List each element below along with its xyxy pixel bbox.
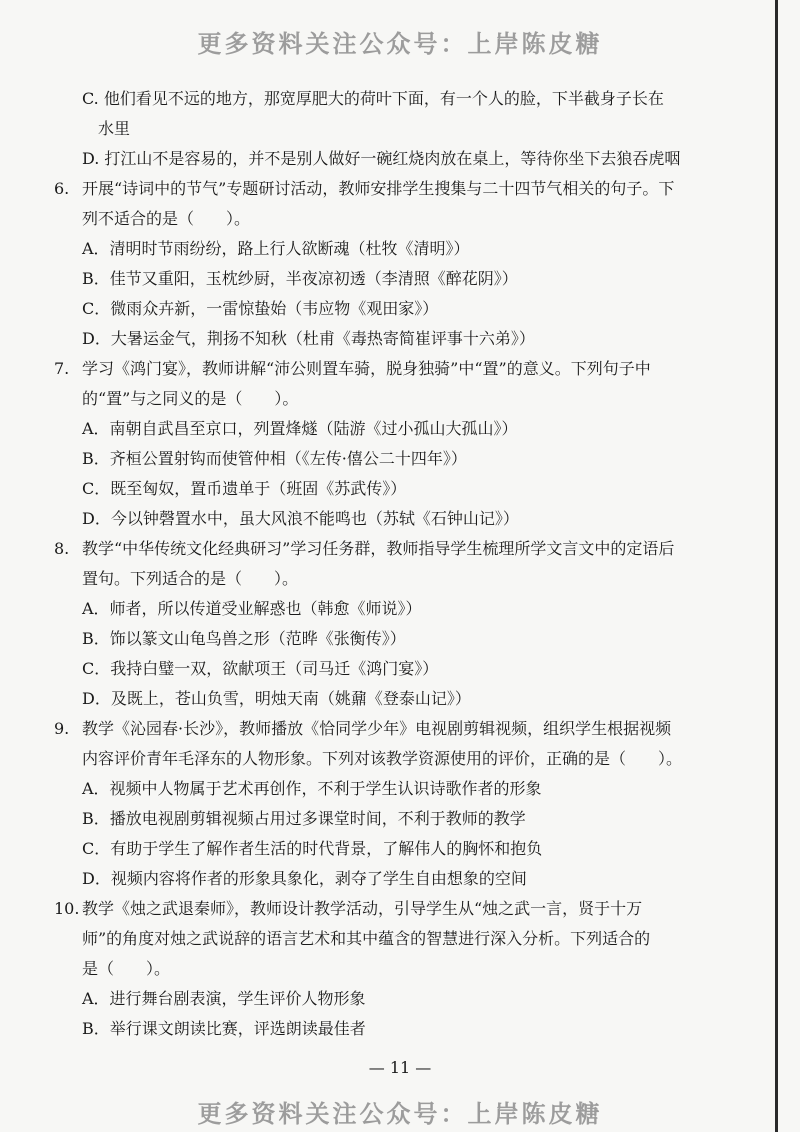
page-number: — 11 — — [368, 1058, 432, 1077]
option-a: A．师者，所以传道受业解惑也（韩愈《师说》） — [82, 599, 422, 618]
question-7 — [54, 354, 734, 414]
option-a: A．进行舞台剧表演，学生评价人物形象 — [82, 989, 366, 1008]
question-stem: 内容评价青年毛泽东的人物形象。下列对该教学资源使用的评价，正确的是（ ）。 — [82, 749, 683, 768]
prev-option-c: C. 他们看见不远的地方，那宽厚肥大的荷叶下面，有一个人的脸，下半截身子长在 — [82, 89, 664, 108]
question-10 — [54, 894, 734, 984]
question-number: 10. — [54, 899, 80, 918]
option-c: C．有助于学生了解作者生活的时代背景，了解伟人的胸怀和抱负 — [82, 839, 543, 858]
option-d: D．今以钟磬置水中，虽大风浪不能鸣也（苏轼《石钟山记》） — [82, 509, 519, 528]
question-8 — [54, 534, 734, 594]
option-c: C．微雨众卉新，一雷惊蛰始（韦应物《观田家》） — [82, 299, 439, 318]
question-number: 9. — [54, 719, 70, 738]
question-number: 7. — [54, 359, 70, 378]
option-b: B．播放电视剧剪辑视频占用过多课堂时间，不利于教师的教学 — [82, 809, 526, 828]
question-stem: 置句。下列适合的是（ ）。 — [82, 569, 299, 588]
prev-option-c-cont: 水里 — [98, 119, 131, 138]
question-stem: 开展“诗词中的节气”专题研讨活动，教师安排学生搜集与二十四节气相关的句子。下 — [82, 179, 675, 198]
question-stem: 教学《沁园春·长沙》，教师播放《恰同学少年》电视剧剪辑视频，组织学生根据视频 — [82, 719, 672, 738]
option-b: B．齐桓公置射钩而使管仲相（《左传·僖公二十四年》） — [82, 449, 467, 468]
option-c: C．我持白璧一双，欲献项王（司马迁《鸿门宴》） — [82, 659, 439, 678]
option-a: A．视频中人物属于艺术再创作，不利于学生认识诗歌作者的形象 — [82, 779, 542, 798]
question-number: 6. — [54, 179, 70, 198]
watermark-bottom: 更多资料关注公众号：上岸陈皮糖 — [197, 1100, 603, 1128]
question-stem: 学习《鸿门宴》，教师讲解“沛公则置车骑，脱身独骑”中“置”的意义。下列句子中 — [82, 359, 651, 378]
question-stem: 列不适合的是（ ）。 — [82, 209, 251, 228]
question-stem: 教学“中华传统文化经典研习”学习任务群，教师指导学生梳理所学文言文中的定语后 — [82, 539, 675, 558]
page-content — [54, 84, 734, 1044]
option-d: D．大暑运金气，荆扬不知秋（杜甫《毒热寄简崔评事十六弟》） — [82, 329, 535, 348]
option-a: A．南朝自武昌至京口，列置烽燧（陆游《过小孤山大孤山》） — [82, 419, 518, 438]
question-number: 8. — [54, 539, 70, 558]
option-d: D．及既上，苍山负雪，明烛天南（姚鼐《登泰山记》） — [82, 689, 471, 708]
option-b: B．举行课文朗读比赛，评选朗读最佳者 — [82, 1019, 366, 1038]
option-a: A．清明时节雨纷纷，路上行人欲断魂（杜牧《清明》） — [82, 239, 470, 258]
option-c: C．既至匈奴，置币遗单于（班固《苏武传》） — [82, 479, 407, 498]
option-d: D．视频内容将作者的形象具象化，剥夺了学生自由想象的空间 — [82, 869, 527, 888]
question-stem: 是（ ）。 — [82, 959, 171, 978]
question-6 — [54, 174, 734, 234]
question-stem: 师”的角度对烛之武说辞的语言艺术和其中蕴含的智慧进行深入分析。下列适合的 — [82, 929, 651, 948]
page-edge-rule — [775, 0, 778, 1132]
option-b: B．佳节又重阳，玉枕纱厨，半夜凉初透（李清照《醉花阴》） — [82, 269, 518, 288]
prev-option-d: D. 打江山不是容易的，并不是别人做好一碗红烧肉放在桌上，等待你坐下去狼吞虎咽 — [82, 149, 681, 168]
watermark-top: 更多资料关注公众号：上岸陈皮糖 — [197, 30, 603, 58]
question-stem: 的“置”与之同义的是（ ）。 — [82, 389, 299, 408]
option-b: B．饰以篆文山龟鸟兽之形（范晔《张衡传》） — [82, 629, 406, 648]
question-9 — [54, 714, 734, 774]
question-stem: 教学《烛之武退秦师》，教师设计教学活动，引导学生从“烛之武一言，贤于十万 — [82, 899, 643, 918]
